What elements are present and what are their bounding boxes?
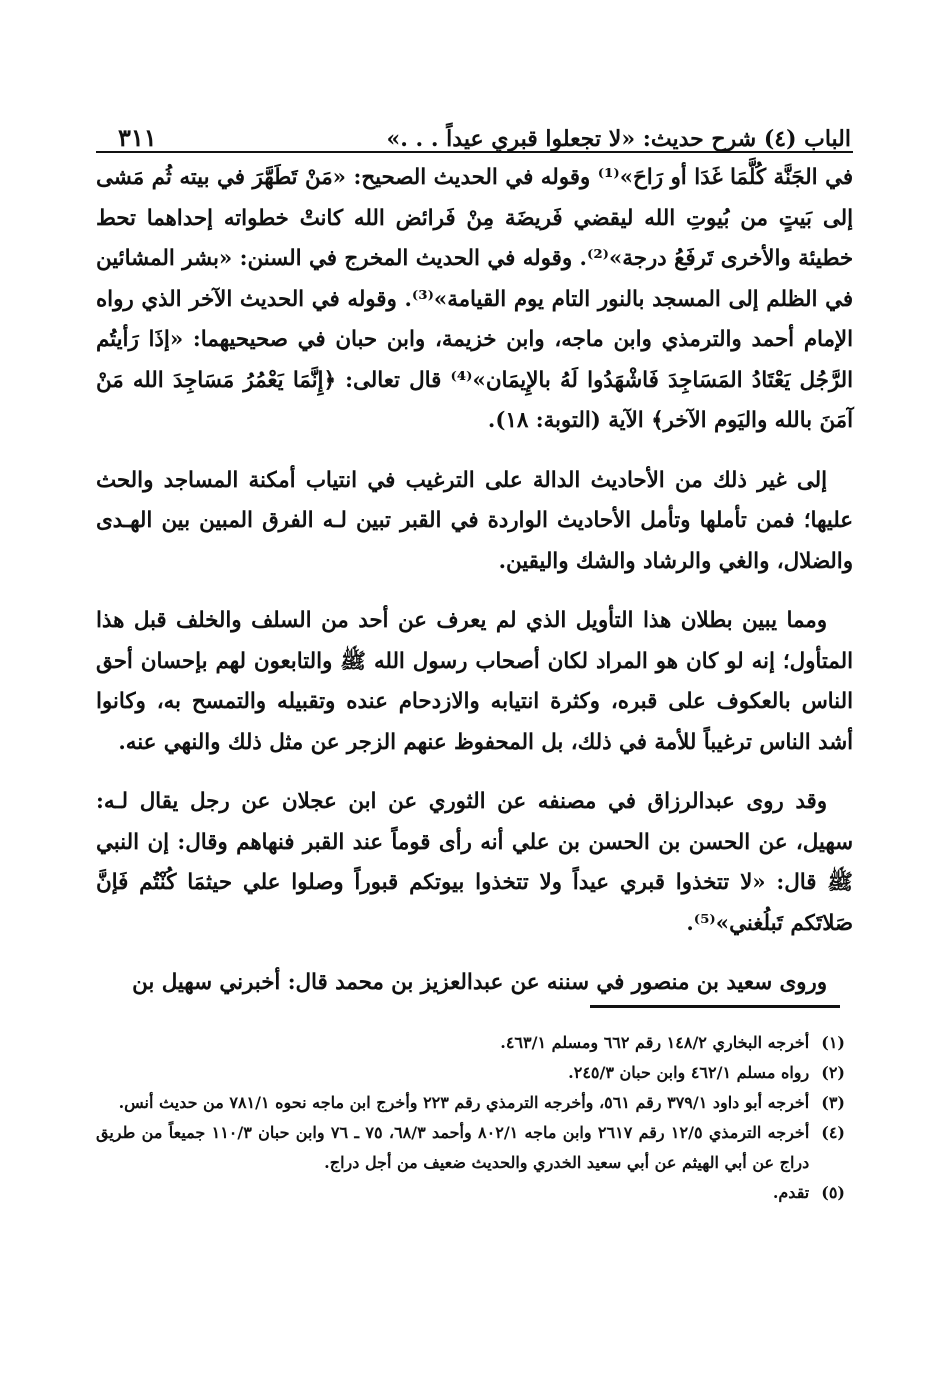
header-divider — [96, 151, 853, 153]
chapter-title: الباب (٤) شرح حديث: «لا تجعلوا قبري عيداً . . .» — [386, 126, 851, 152]
footnote-text: تقدم. — [772, 1183, 810, 1202]
page-number: ٣١١ — [118, 123, 157, 152]
main-text — [96, 158, 853, 1004]
footnote-number: (٤) — [821, 1123, 845, 1142]
footnote-divider — [590, 1005, 840, 1008]
footnote-number: (١) — [821, 1033, 845, 1052]
footnote-text: أخرجه أبو داود ٣٧٩/١ رقم ٥٦١، وأخرجه الترمذي رقم ٢٢٣ وأخرج ابن ماجه نحوه ٧٨١/١ من حديث أنس. — [118, 1093, 810, 1112]
paragraph: وروى سعيد بن منصور في سننه عن عبدالعزيز بن محمد قال: أخبرني سهيل بن — [132, 970, 827, 995]
footnote-number: (٣) — [821, 1093, 845, 1112]
paragraph: إلى غير ذلك من الأحاديث الدالة على الترغيب في انتياب أمكنة المساجد والحث عليها؛ فمن تأملها وتأمل الأحاديث الواردة في القبر تبين لـه الفرق المبين بين الهـدى والضلال، والغي والرشاد والشك واليقين. — [96, 467, 853, 574]
footnote — [96, 1028, 845, 1058]
footnote-number: (٢) — [821, 1063, 845, 1082]
paragraph: في الجَنَّة كُلَّمَا غَدَا أو رَاحَ»⁽¹⁾ وقوله في الحديث الصحيح: «مَنْ تَطَهَّرَ في بيته ثُم مَشى إلى بَيتٍ من بُيوتِ الله ليقضي فَريضَة مِنْ فَرائض الله كانتْ خطواته إحداهما تحط خطيئة والأخرى تَرفَعُ درجة»⁽²⁾. وقوله في الحديث المخرج في السنن: «بشر المشائين في الظلم إلى المسجد بالنور التام يوم القيامة»⁽³⁾. وقوله في الحديث الآخر الذي رواه الإمام أحمد والترمذي وابن ماجه، وابن خزيمة، وابن حبان في صحيحيهما: «إذَا رَأيتُم الرَّجُل يَعْتَادُ المَسَاجِدَ فَاشْهَدُوا لَهُ بالإِيمَان»⁽⁴⁾ قال تعالى: ﴿إِنَّمَا يَعْمُرُ مَسَاجِدَ الله مَنْ آمَنَ بالله واليَوم الآخر﴾ الآية (التوبة: ١٨). — [96, 165, 854, 433]
footnote — [96, 1178, 845, 1208]
footnote-number: (٥) — [821, 1183, 845, 1202]
footnotes — [96, 1028, 845, 1208]
footnote-text: أخرجه الترمذي ١٢/٥ رقم ٢٦١٧ وابن ماجه ٨٠٢/١ وأحمد ٦٨/٣، ٧٥ ـ ٧٦ وابن حبان ١١٠/٣ جميعاً من طريق دراج عن أبي الهيثم عن أبي سعيد الخدري والحديث ضعيف من أجل دراج. — [96, 1123, 810, 1172]
footnote — [96, 1058, 845, 1088]
footnote-text: أخرجه البخاري ١٤٨/٢ رقم ٦٦٢ ومسلم ٤٦٣/١. — [500, 1033, 810, 1052]
paragraph: وقد روى عبدالرزاق في مصنفه عن الثوري عن ابن عجلان عن رجل يقال لـه: سهيل، عن الحسن بن الحسن بن علي أنه رأى قوماً عند القبر فنهاهم وقال: إن النبي ﷺ قال: «لا تتخذوا قبري عيداً ولا تتخذوا بيوتكم قبوراً وصلوا علي حيثمَا كُنْتُم فَإنَّ صَلاتَكم تَبلُغني»⁽⁵⁾. — [96, 789, 853, 936]
footnote — [96, 1088, 845, 1118]
paragraph: ومما يبين بطلان هذا التأويل الذي لم يعرف عن أحد من السلف والخلف قبل هذا المتأول؛ إنه لو كان هو المراد لكان أصحاب رسول الله ﷺ والتابعون لهم بإحسان أحق الناس بالعكوف على قبره، وكثرة انتيابه والازدحام عنده وتقبيله والتمسح به، وكانوا أشد الناس ترغيباً للأمة في ذلك، بل المحفوظ عنهم الزجر عن مثل ذلك والنهي عنه. — [96, 608, 853, 755]
running-header — [118, 112, 851, 152]
footnote — [96, 1118, 845, 1178]
footnote-text: رواه مسلم ٤٦٢/١ وابن حبان ٢٤٥/٣. — [568, 1063, 810, 1082]
